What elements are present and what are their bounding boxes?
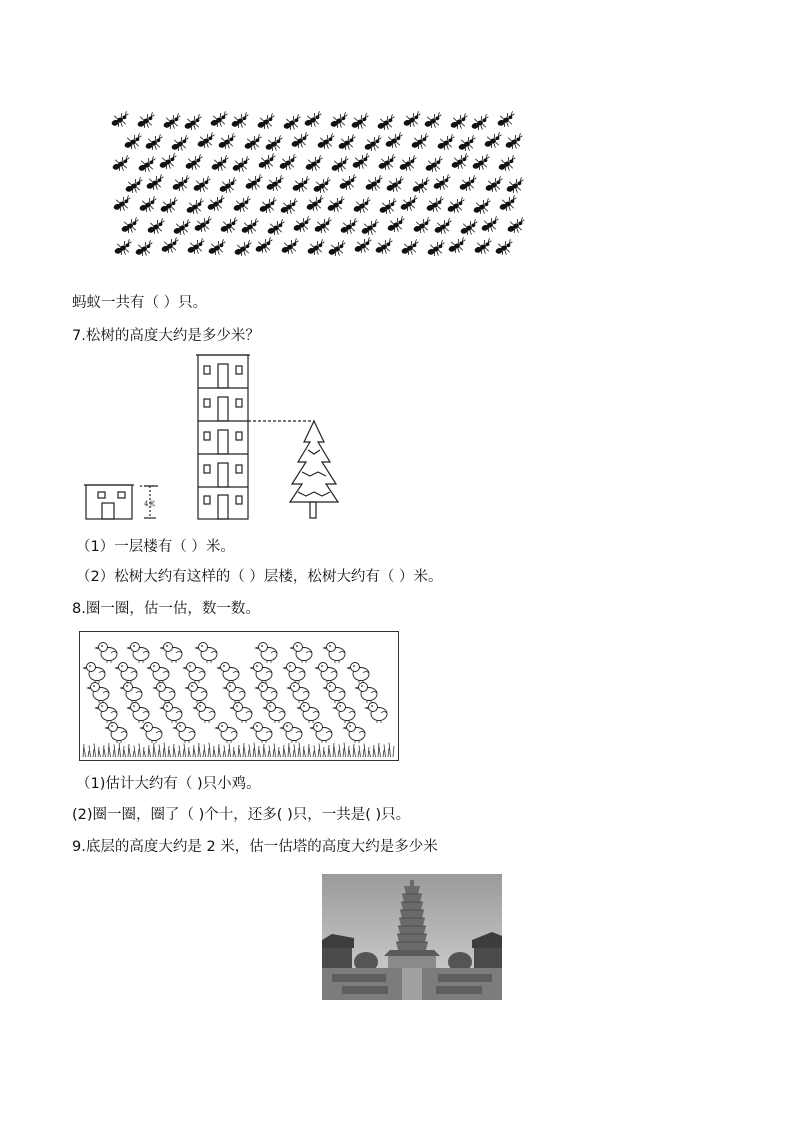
ant-icon	[136, 156, 158, 175]
ant-icon	[231, 196, 253, 215]
ant-icon	[446, 237, 468, 256]
ant-icon	[303, 155, 325, 174]
ant-icon	[279, 238, 301, 257]
ant-icon	[385, 216, 407, 235]
ant-icon	[351, 197, 373, 216]
ant-icon	[183, 154, 205, 173]
ant-icon	[479, 216, 501, 235]
ant-icon	[205, 195, 227, 214]
ant-icon	[257, 197, 279, 216]
ants-image	[110, 108, 526, 270]
ant-icon	[383, 132, 405, 151]
ant-icon	[192, 216, 214, 235]
ant-icon	[157, 153, 179, 172]
ant-icon	[497, 195, 519, 214]
ant-icon	[277, 154, 299, 173]
ant-icon	[456, 135, 478, 154]
ant-icon	[359, 219, 381, 238]
height-label: 4米	[144, 500, 156, 508]
ant-icon	[255, 113, 277, 132]
ant-icon	[305, 239, 327, 258]
ant-icon	[208, 111, 230, 130]
ant-icon	[144, 174, 166, 193]
ant-icon	[218, 217, 240, 236]
ant-icon	[304, 195, 326, 214]
ant-icon	[483, 176, 505, 195]
ant-icon	[337, 174, 359, 193]
ants-question: 蚂蚁一共有（ ）只。	[72, 295, 208, 311]
ant-icon	[232, 240, 254, 259]
ant-icon	[122, 133, 144, 152]
ant-icon	[376, 154, 398, 173]
ant-icon	[265, 219, 287, 238]
ant-icon	[311, 177, 333, 196]
ant-icon	[170, 175, 192, 194]
ant-icon	[505, 217, 526, 236]
ant-icon	[398, 195, 420, 214]
ant-icon	[110, 111, 132, 130]
ant-icon	[184, 198, 206, 217]
ant-icon	[384, 176, 406, 195]
ant-icon	[363, 175, 385, 194]
ant-icon	[281, 114, 303, 133]
ant-icon	[472, 238, 494, 257]
ant-icon	[195, 132, 217, 151]
ant-icon	[328, 112, 350, 131]
ant-icon	[470, 154, 492, 173]
ant-icon	[256, 153, 278, 172]
ant-icon	[432, 218, 454, 237]
tall-building	[198, 355, 248, 519]
ant-icon	[158, 197, 180, 216]
building-tree-diagram	[80, 350, 350, 522]
ant-icon	[326, 240, 348, 259]
ant-icon	[169, 135, 191, 154]
ant-icon	[110, 155, 132, 174]
ant-icon	[503, 133, 525, 152]
ant-icon	[206, 239, 228, 258]
pagoda-photo	[322, 874, 502, 1000]
ant-icon	[216, 133, 238, 152]
ant-icon	[377, 198, 399, 217]
ant-icon	[123, 177, 145, 196]
ant-icon	[191, 176, 213, 195]
ant-icon	[504, 177, 526, 196]
ant-icon	[119, 217, 141, 236]
ant-icon	[159, 237, 181, 256]
ant-icon	[325, 196, 347, 215]
ant-icon	[209, 155, 231, 174]
ant-icon	[263, 135, 285, 154]
question-8-title: 8.圈一圈，估一估，数一数。	[72, 601, 260, 617]
ant-icon	[457, 175, 479, 194]
ant-icon	[312, 217, 334, 236]
ant-icon	[143, 134, 165, 153]
ant-icon	[471, 198, 493, 217]
ant-icon	[445, 197, 467, 216]
ant-icon	[315, 133, 337, 152]
ant-icon	[423, 156, 445, 175]
ant-icon	[435, 134, 457, 153]
ant-icon	[171, 219, 193, 238]
ant-icon	[290, 176, 312, 195]
question-8-part-2: (2)圈一圈，圈了（ )个十，还多( )只，一共是( )只。	[72, 807, 411, 823]
chicks-image	[79, 631, 399, 761]
ant-icon	[425, 240, 447, 259]
question-7-part-2: （2）松树大约有这样的（ ）层楼，松树大约有（ ）米。	[76, 569, 443, 585]
ant-icon	[135, 112, 157, 131]
ant-icon	[336, 134, 358, 153]
ant-icon	[410, 177, 432, 196]
ant-icon	[253, 237, 275, 256]
ant-icon	[111, 195, 133, 214]
ant-icon	[239, 218, 261, 237]
ant-icon	[329, 156, 351, 175]
question-8-part-1: （1)估计大约有（ )只小鸡。	[76, 776, 261, 792]
ant-icon	[401, 111, 423, 130]
ant-icon	[289, 132, 311, 151]
ant-icon	[137, 196, 159, 215]
ant-icon	[302, 111, 324, 130]
pine-tree	[290, 421, 338, 502]
ant-icon	[495, 111, 517, 130]
ant-icon	[411, 217, 433, 236]
ant-icon	[217, 177, 239, 196]
ant-icon	[264, 175, 286, 194]
ant-icon	[182, 114, 204, 133]
ant-icon	[448, 113, 470, 132]
ant-icon	[278, 198, 300, 217]
ant-icon	[458, 219, 480, 238]
ant-icon	[449, 153, 471, 172]
ant-icon	[493, 239, 515, 258]
question-9-title: 9.底层的高度大约是 2 米，估一估塔的高度大约是多少米	[72, 839, 438, 855]
ant-icon	[431, 174, 453, 193]
ant-icon	[229, 112, 251, 131]
ant-icon	[399, 239, 421, 258]
ant-icon	[185, 238, 207, 257]
ant-icon	[338, 218, 360, 237]
ant-icon	[482, 132, 504, 151]
ant-icon	[409, 133, 431, 152]
ant-icon	[352, 237, 374, 256]
ant-icon	[496, 155, 518, 174]
ant-icon	[373, 238, 395, 257]
ant-icon	[230, 156, 252, 175]
question-7-part-1: （1）一层楼有（ ）米。	[76, 539, 235, 555]
ant-icon	[242, 134, 264, 153]
ant-icon	[362, 135, 384, 154]
ant-icon	[145, 218, 167, 237]
ant-icon	[112, 239, 134, 258]
ant-icon	[349, 113, 371, 132]
ant-icon	[375, 114, 397, 133]
ant-icon	[350, 153, 372, 172]
small-house	[86, 485, 132, 519]
ant-icon	[424, 196, 446, 215]
ant-icon	[469, 114, 491, 133]
ant-icon	[133, 240, 155, 259]
ant-icon	[243, 174, 265, 193]
ant-icon	[397, 155, 419, 174]
ant-icon	[422, 112, 444, 131]
ant-icon	[161, 113, 183, 132]
question-7-title: 7.松树的高度大约是多少米？	[72, 328, 260, 344]
ant-icon	[291, 216, 313, 235]
